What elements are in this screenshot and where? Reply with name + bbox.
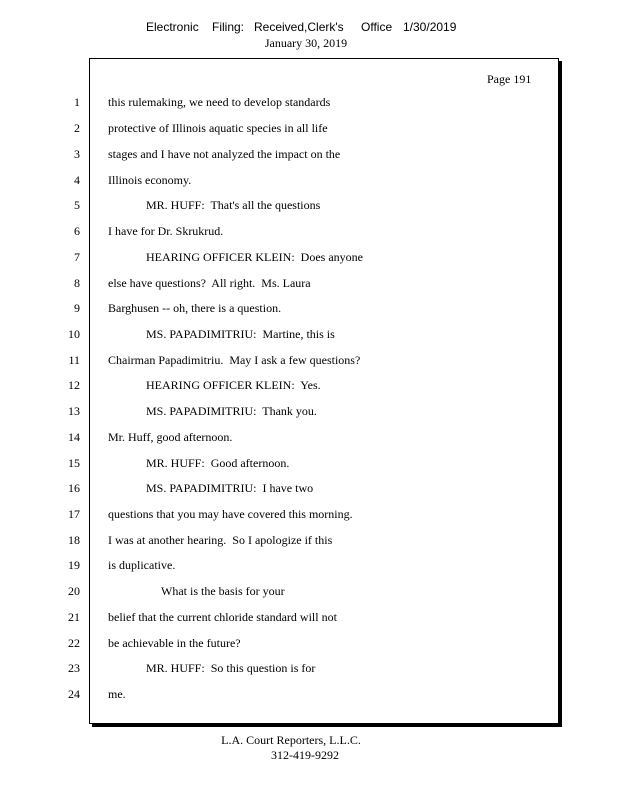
transcript-line: Barghusen -- oh, there is a question.: [108, 301, 282, 315]
transcript-line: MR. HUFF: So this question is for: [146, 661, 316, 675]
transcript-line: HEARING OFFICER KLEIN: Yes.: [146, 378, 321, 392]
stamp-word-received: Received,Clerk's: [254, 20, 344, 34]
line-number: 17: [68, 507, 80, 521]
line-number: 3: [74, 147, 80, 161]
footer-phone: 312-419-9292: [271, 748, 339, 762]
transcript-line: else have questions? All right. Ms. Laura: [108, 276, 311, 290]
filed-date: January 30, 2019: [264, 36, 348, 50]
line-number: 20: [68, 584, 80, 598]
filing-stamp: [0, 20, 618, 36]
line-number: 23: [68, 661, 80, 675]
line-number: 18: [68, 533, 80, 547]
line-number: 5: [74, 198, 80, 212]
transcript-line: I was at another hearing. So I apologize if this: [108, 533, 333, 547]
transcript-line: MR. HUFF: Good afternoon.: [146, 456, 290, 470]
transcript-line: HEARING OFFICER KLEIN: Does anyone: [146, 250, 363, 264]
line-number: 10: [68, 327, 80, 341]
line-number: 13: [68, 404, 80, 418]
line-number: 6: [74, 224, 80, 238]
transcript-line: this rulemaking, we need to develop standards: [108, 95, 331, 109]
transcript-line: questions that you may have covered this morning.: [108, 507, 353, 521]
stamp-word-electronic: Electronic: [146, 20, 199, 34]
line-number: 4: [74, 173, 80, 187]
transcript-line: is duplicative.: [108, 558, 176, 572]
line-number: 16: [68, 481, 80, 495]
line-number: 2: [74, 121, 80, 135]
line-number: 22: [68, 636, 80, 650]
transcript-line: What is the basis for your: [161, 584, 285, 598]
line-number: 1: [74, 95, 80, 109]
line-number: 7: [74, 250, 80, 264]
transcript-line: belief that the current chloride standard will not: [108, 610, 337, 624]
transcript-line: stages and I have not analyzed the impact on the: [108, 147, 341, 161]
page-number: Page 191: [487, 72, 532, 86]
transcript-line: MS. PAPADIMITRIU: I have two: [146, 481, 314, 495]
line-number: 9: [74, 301, 80, 315]
transcript-line: MR. HUFF: That's all the questions: [146, 198, 321, 212]
stamp-word-filing: Filing:: [212, 20, 245, 34]
line-number: 15: [68, 456, 80, 470]
line-number: 21: [68, 610, 80, 624]
transcript-line: I have for Dr. Skrukrud.: [108, 224, 224, 238]
transcript-line: Chairman Papadimitriu. May I ask a few questions?: [108, 353, 361, 367]
line-number: 24: [68, 687, 80, 701]
stamp-word-office: Office: [361, 20, 393, 34]
line-number: 12: [68, 378, 80, 392]
transcript-line: MS. PAPADIMITRIU: Thank you.: [146, 404, 317, 418]
line-number: 8: [74, 276, 80, 290]
transcript-line: MS. PAPADIMITRIU: Martine, this is: [146, 327, 335, 341]
footer-company: L.A. Court Reporters, L.L.C.: [221, 733, 361, 747]
line-number: 14: [68, 430, 80, 444]
transcript-line: Mr. Huff, good afternoon.: [108, 430, 233, 444]
line-number: 19: [68, 558, 80, 572]
transcript-line: me.: [108, 687, 126, 701]
transcript-line: be achievable in the future?: [108, 636, 241, 650]
line-number: 11: [68, 353, 80, 367]
transcript-line: Illinois economy.: [108, 173, 192, 187]
stamp-date: 1/30/2019: [403, 20, 457, 34]
transcript-line: protective of Illinois aquatic species in all life: [108, 121, 328, 135]
